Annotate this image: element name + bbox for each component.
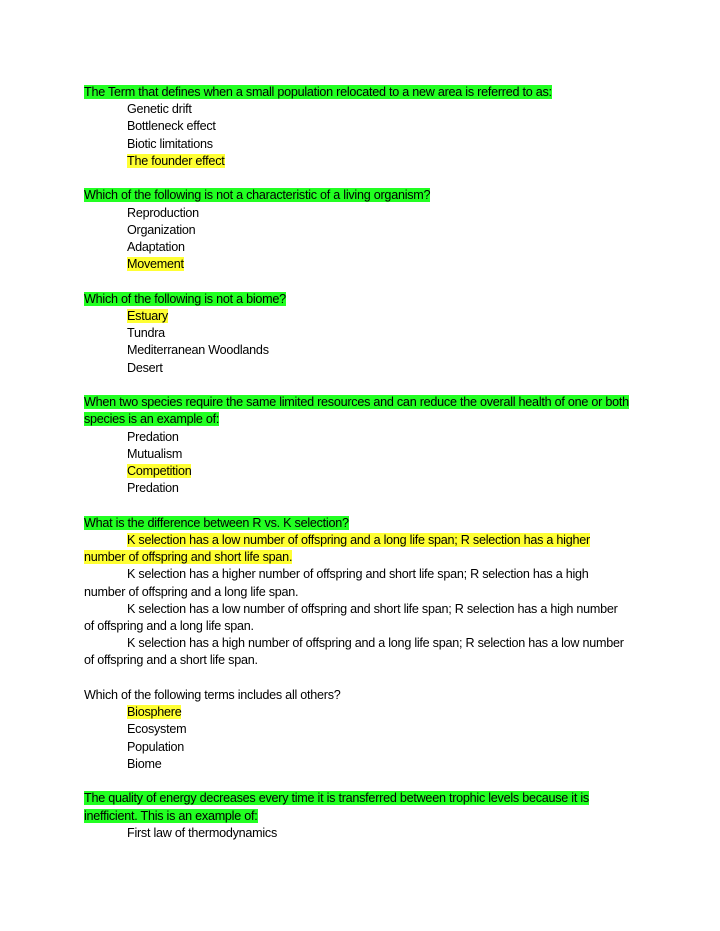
question-6 (84, 687, 630, 773)
option: Mediterranean Woodlands (127, 343, 269, 358)
option: Tundra (127, 326, 165, 341)
option: Ecosystem (127, 722, 187, 737)
question-stem (84, 515, 630, 532)
option-answer: Competition (127, 464, 192, 479)
option-answer: Estuary (127, 309, 168, 324)
question-4 (84, 394, 630, 497)
question-stem (84, 187, 630, 204)
option-answer: K selection has a low number of offspring and a long life span; R selection has a higher number of offspring and short life span. (84, 533, 590, 565)
option: Population (127, 739, 185, 754)
option: Reproduction (127, 205, 199, 220)
option: Bottleneck effect (127, 119, 216, 134)
question-text: Which of the following terms includes all others? (84, 688, 341, 703)
option: Predation (127, 481, 179, 496)
question-text: The Term that defines when a small population relocated to a new area is referred to as: (84, 85, 552, 99)
option: Biome (127, 756, 162, 771)
option: Mutualism (127, 446, 183, 461)
question-text: The quality of energy decreases every time it is transferred between trophic levels because it is inefficient. This is an example of: (84, 791, 589, 823)
option-answer: Biosphere (127, 705, 182, 720)
question-text: Which of the following is not a characteristic of a living organism? (84, 188, 431, 203)
question-2 (84, 187, 630, 273)
option: K selection has a higher number of offspring and short life span; R selection has a high number of offspring and a long life span. (84, 567, 589, 599)
question-1 (84, 84, 630, 170)
question-7 (84, 790, 630, 842)
option: Genetic drift (127, 102, 192, 117)
option: Adaptation (127, 240, 185, 255)
question-text: What is the difference between R vs. K selection? (84, 515, 349, 530)
option: Biotic limitations (127, 136, 213, 151)
option: K selection has a high number of offspring and a long life span; R selection has a low number of offspring and a short life span. (84, 636, 624, 668)
option-answer: Movement (127, 257, 184, 272)
question-text: Which of the following is not a biome? (84, 291, 286, 306)
question-stem (84, 84, 630, 101)
option: Predation (127, 429, 179, 444)
question-stem (84, 790, 630, 824)
option: First law of thermodynamics (127, 825, 278, 840)
question-text: When two species require the same limited resources and can reduce the overall health of one or both species is an example of: (84, 395, 629, 427)
question-stem (84, 687, 630, 704)
option-answer: The founder effect (127, 153, 225, 168)
option: K selection has a low number of offspring and short life span; R selection has a high number of offspring and a long life span. (84, 601, 618, 634)
option: Organization (127, 222, 196, 237)
option: Desert (127, 360, 163, 375)
question-5 (84, 515, 630, 670)
question-3 (84, 291, 630, 377)
question-stem (84, 291, 630, 308)
question-stem (84, 394, 630, 428)
